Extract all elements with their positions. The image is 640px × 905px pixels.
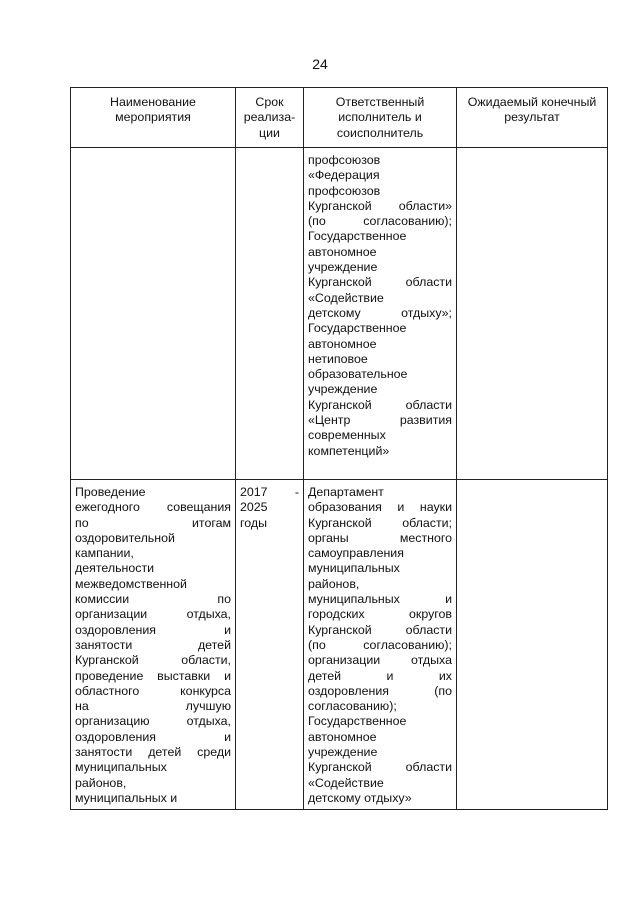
cell-line: учреждение [308,260,378,275]
cell-period [236,148,304,480]
header-line: результат [504,110,560,125]
cell-line: образования и науки [308,500,452,515]
header-line: соисполнитель [336,125,424,140]
cell-line: городских округов [308,607,452,622]
cell-line: областного конкурса [75,683,231,698]
cell-line: Курганской области [308,275,452,290]
cell-line: детей и их [308,668,452,683]
header-line: Наименование [110,95,196,109]
header-line: исполнитель и [338,110,422,125]
cell-line: ежегодного совещания [75,500,231,515]
cell-line: «Содействие [308,775,384,790]
cell-line: Государственное [308,229,407,244]
table-row [71,148,608,480]
cell-line: кампании, [75,546,134,561]
cell-line: Курганской области, [75,653,231,668]
cell-line: 2017 - [240,485,299,499]
cell-executor [304,148,457,480]
cell-line: оздоровления и [75,622,231,637]
cell-line: муниципальных [308,561,400,576]
cell-line: муниципальных и [308,592,452,607]
header-line: реализа- [243,110,296,125]
cell-line: Курганской области [308,397,452,412]
page-number: 24 [312,56,328,72]
header-line: ции [259,125,280,140]
cell-result [457,480,608,810]
header-period [236,88,304,148]
cell-line: занятости детей среди [75,745,231,760]
table-header-row [71,88,608,148]
cell-line: проведение выставки и [75,668,231,683]
header-line: Ответственный [335,95,425,109]
cell-line: компетенций» [308,443,390,458]
cell-line: «Содействие [308,290,384,305]
cell-line: Курганской области [308,760,452,775]
cell-line: комиссии по [75,592,231,607]
cell-line: 2025 [240,500,268,515]
cell-line: органы местного [308,530,452,545]
cell-line: детскому отдыху» [308,790,412,805]
cell-line: «Центр развития [308,413,452,428]
cell-line: профсоюзов [308,183,381,198]
header-line: Ожидаемый конечный [467,95,597,109]
cell-line: современных [308,428,386,443]
cell-line: на лучшую [75,699,231,714]
cell-line: оздоровления и [75,729,231,744]
table-row [71,480,608,810]
cell-line: (по согласованию); [308,637,452,652]
cell-line: Курганской области [308,622,452,637]
header-line: мероприятия [115,110,191,125]
cell-line: занятости детей [75,637,231,652]
cell-line: нетиповое [308,351,368,366]
cell-line: Государственное [308,714,407,729]
cell-line: Курганской области; [308,515,452,530]
measures-table [70,87,608,810]
cell-line: по итогам [75,515,231,530]
cell-line: деятельности [75,561,155,576]
cell-line: оздоровления (по [308,683,452,698]
cell-name [71,148,236,480]
cell-line: организации отдыха [308,653,452,668]
cell-name [71,480,236,810]
header-name [71,88,236,148]
cell-line: учреждение [308,382,378,397]
cell-line: автономное [308,336,377,351]
cell-line: районов, [308,576,360,591]
cell-line: профсоюзов [308,153,381,167]
header-executor [304,88,457,148]
header-result [457,88,608,148]
cell-executor [304,480,457,810]
cell-line: организации отдыха, [75,607,231,622]
cell-line: Департамент [308,485,384,499]
cell-period [236,480,304,810]
header-line: Срок [255,95,284,109]
cell-line: «Федерация [308,168,380,183]
cell-line: самоуправления [308,546,404,561]
cell-line: оздоровительной [75,530,175,545]
cell-line: Проведение [75,485,146,499]
cell-line: районов, [75,775,127,790]
cell-line: автономное [308,244,377,259]
cell-line: образовательное [308,367,408,382]
cell-line: муниципальных и [75,790,178,805]
cell-line: детскому отдыху»; [308,305,452,320]
cell-line: Курганской области» [308,198,452,213]
cell-line: организацию отдыха, [75,714,231,729]
cell-line: годы [240,515,268,530]
cell-line: учреждение [308,745,378,760]
cell-line: Государственное [308,321,407,336]
cell-line: межведомственной [75,576,187,591]
cell-line: согласованию); [308,699,397,714]
cell-line: (по согласованию); [308,214,452,229]
cell-line: муниципальных [75,760,167,775]
cell-line: автономное [308,729,377,744]
cell-result [457,148,608,480]
